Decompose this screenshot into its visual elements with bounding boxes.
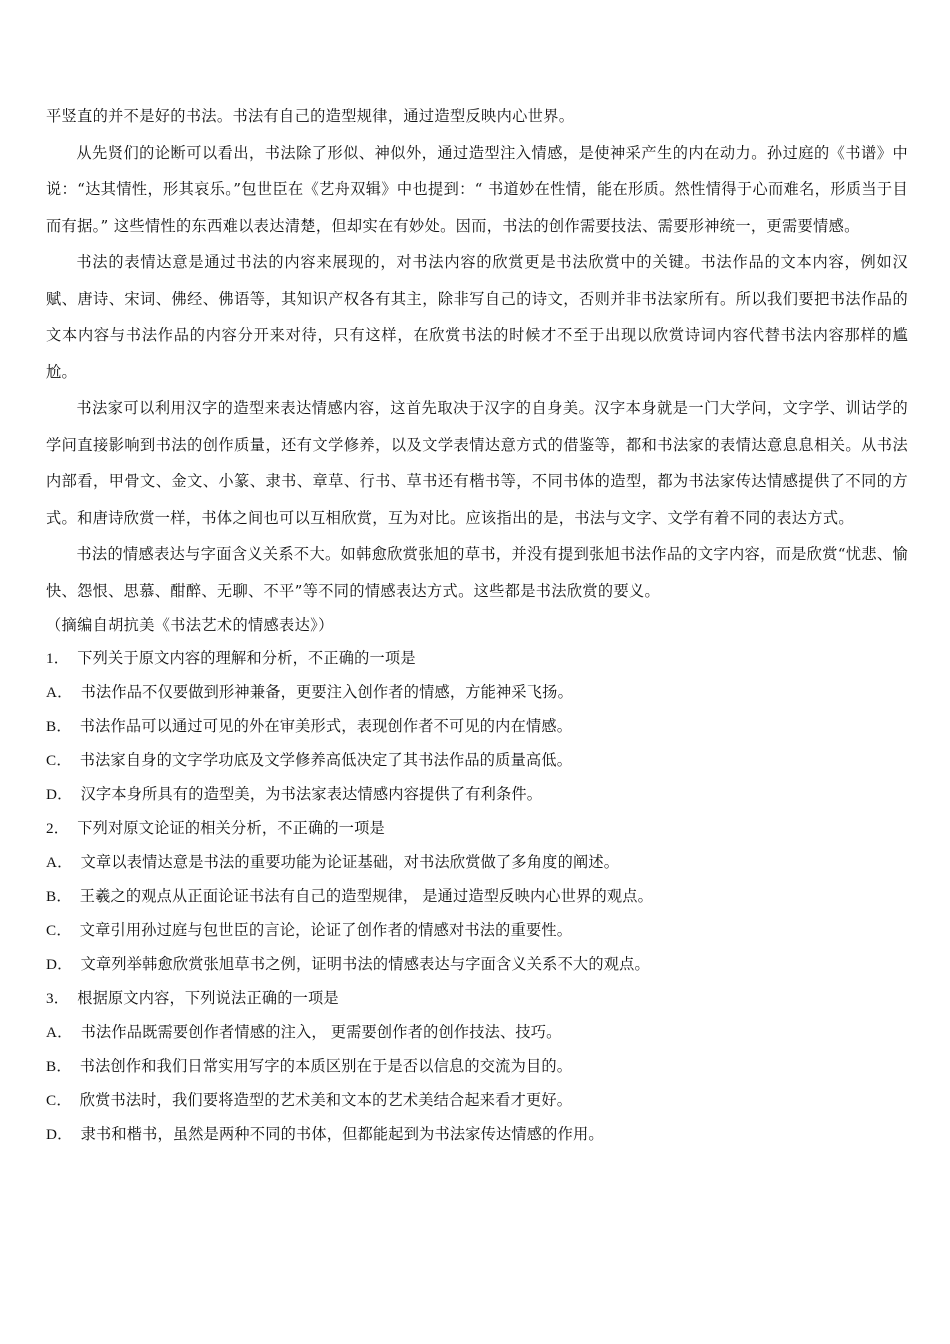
question-3-option-c bbox=[46, 1084, 908, 1118]
question-stem: 下列关于原文内容的理解和分析，不正确的一项是 bbox=[77, 650, 416, 667]
document-page bbox=[46, 98, 908, 1152]
option-letter: D． bbox=[46, 786, 73, 803]
option-text: 欣赏书法时，我们要将造型的艺术美和文本的艺术美结合起来看才更好。 bbox=[79, 1092, 573, 1109]
option-text: 王羲之的观点从正面论证书法有自己的造型规律， 是通过造型反映内心世界的观点。 bbox=[79, 888, 654, 905]
option-letter: A． bbox=[46, 854, 73, 871]
question-3-option-a bbox=[46, 1016, 908, 1050]
passage-paragraph-1: 平竖直的并不是好的书法。书法有自己的造型规律，通过造型反映内心世界。 bbox=[46, 107, 575, 125]
question-1-option-d bbox=[46, 778, 908, 812]
question-1-option-a bbox=[46, 676, 908, 710]
question-2-option-b bbox=[46, 880, 908, 914]
question-number: 3． bbox=[46, 990, 70, 1007]
option-text: 文章列举韩愈欣赏张旭草书之例，证明书法的情感表达与字面含义关系不大的观点。 bbox=[80, 956, 650, 973]
option-text: 隶书和楷书，虽然是两种不同的书体，但都能起到为书法家传达情感的作用。 bbox=[80, 1126, 604, 1143]
option-text: 书法作品可以通过可见的外在审美形式，表现创作者不可见的内在情感。 bbox=[79, 718, 573, 735]
option-letter: B． bbox=[46, 888, 72, 905]
option-letter: B． bbox=[46, 718, 72, 735]
option-letter: D． bbox=[46, 1126, 73, 1143]
source-citation: （摘编自胡抗美《书法艺术的情感表达》） bbox=[46, 616, 334, 634]
question-2-option-a bbox=[46, 846, 908, 880]
question-2-option-d bbox=[46, 948, 908, 982]
passage-paragraph-4: 书法家可以利用汉字的造型来表达情感内容，这首先取决于汉字的自身美。汉字本身就是一门大学问，文字学、训诂学的学问直接影响到书法的创作质量，还有文学修养，以及文学表情达意方式的借鉴等，都和书法家的表情达意息息相关。从书法内部看，甲骨文、金文、小篆、隶书、章草、行书、草书还有楷书等，不同书体的造型，都为书法家传达情感提供了不同的方式。和唐诗欣赏一样，书体之间也可以互相欣赏，互为对比。应该指出的是，书法与文字、文学有着不同的表达方式。 bbox=[46, 399, 908, 527]
question-number: 2． bbox=[46, 820, 70, 837]
option-text: 汉字本身所具有的造型美，为书法家表达情感内容提供了有利条件。 bbox=[80, 786, 543, 803]
question-1 bbox=[46, 642, 908, 676]
option-letter: D． bbox=[46, 956, 73, 973]
passage-paragraph-5: 书法的情感表达与字面含义关系不大。如韩愈欣赏张旭的草书，并没有提到张旭书法作品的文字内容，而是欣赏“忧悲、愉快、怨恨、思慕、酣醉、无聊、不平”等不同的情感表达方式。这些都是书法欣赏的要义。 bbox=[46, 545, 908, 600]
option-text: 文章以表情达意是书法的重要功能为论证基础，对书法欣赏做了多角度的阐述。 bbox=[80, 854, 620, 871]
option-text: 书法家自身的文字学功底及文学修养高低决定了其书法作品的质量高低。 bbox=[79, 752, 573, 769]
option-letter: A． bbox=[46, 684, 73, 701]
question-2 bbox=[46, 812, 908, 846]
option-letter: C． bbox=[46, 752, 72, 769]
question-stem: 根据原文内容，下列说法正确的一项是 bbox=[77, 990, 339, 1007]
option-letter: A． bbox=[46, 1024, 73, 1041]
question-2-option-c bbox=[46, 914, 908, 948]
question-1-option-b bbox=[46, 710, 908, 744]
passage-paragraph-3: 书法的表情达意是通过书法的内容来展现的，对书法内容的欣赏更是书法欣赏中的关键。书法作品的文本内容，例如汉赋、唐诗、宋词、佛经、佛语等，其知识产权各有其主，除非写自己的诗文，否则并非书法家所有。所以我们要把书法作品的文本内容与书法作品的内容分开来对待，只有这样，在欣赏书法的时候才不至于出现以欣赏诗词内容代替书法内容那样的尴尬。 bbox=[46, 253, 908, 381]
option-text: 书法创作和我们日常实用写字的本质区别在于是否以信息的交流为目的。 bbox=[79, 1058, 573, 1075]
option-letter: C． bbox=[46, 922, 72, 939]
question-stem: 下列对原文论证的相关分析，不正确的一项是 bbox=[77, 820, 385, 837]
question-3 bbox=[46, 982, 908, 1016]
question-3-option-d bbox=[46, 1118, 908, 1152]
question-number: 1． bbox=[46, 650, 70, 667]
question-1-option-c bbox=[46, 744, 908, 778]
question-3-option-b bbox=[46, 1050, 908, 1084]
option-letter: C． bbox=[46, 1092, 72, 1109]
option-text: 文章引用孙过庭与包世臣的言论，论证了创作者的情感对书法的重要性。 bbox=[79, 922, 573, 939]
option-text: 书法作品不仅要做到形神兼备，更要注入创作者的情感，方能神采飞扬。 bbox=[80, 684, 573, 701]
option-letter: B． bbox=[46, 1058, 72, 1075]
passage-paragraph-2: 从先贤们的论断可以看出，书法除了形似、神似外，通过造型注入情感，是使神采产生的内在动力。孙过庭的《书谱》中说：“达其情性，形其哀乐。”包世臣在《艺舟双辑》中也提到：“ 书道妙在性情，能在形质。然性情得于心而难名，形质当于目而有据。” 这些情性的东西难以表达清楚，但却实在有妙处。因而，书法的创作需要技法、需要形神统一，更需要情感。 bbox=[46, 143, 908, 235]
option-text: 书法作品既需要创作者情感的注入， 更需要创作者的创作技法、技巧。 bbox=[80, 1024, 562, 1041]
